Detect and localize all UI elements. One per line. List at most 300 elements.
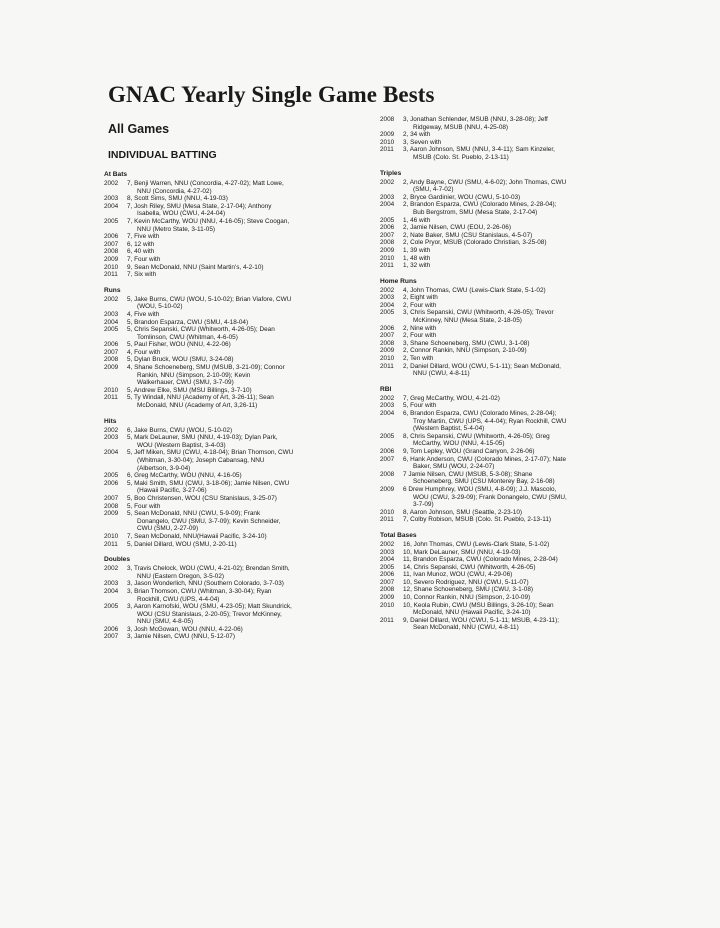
record-entry: [104, 241, 368, 249]
record-entry: [380, 617, 642, 632]
entry-text: [127, 326, 368, 341]
entry-line: (Albertson, 3-9-04): [137, 464, 191, 472]
entry-year: 2003: [104, 195, 119, 203]
entry-year: 2011: [380, 262, 394, 270]
entry-line: 2, Andy Bayne, CWU (SMU, 4-6-02); John Thomas, CWU: [403, 178, 567, 186]
entry-line: 2, Four with: [403, 332, 437, 340]
entry-line: 2, Jamie Nilsen, CWU (EOU, 2-26-06): [403, 224, 511, 232]
entry-line: 11, Ivan Munoz, WOU (CWU, 4-29-06): [403, 571, 513, 579]
entry-text: [127, 180, 368, 195]
record-entry: [104, 541, 368, 549]
record-entry: [104, 633, 368, 641]
entry-line: 3, Jamie Nilsen, CWU (NNU, 5-12-07): [127, 633, 235, 641]
record-entry: [104, 449, 368, 472]
category-heading: Doubles: [104, 556, 131, 564]
record-entry: [104, 434, 368, 449]
entry-line: Isabella, WOU (CWU, 4-24-04): [137, 210, 226, 218]
entry-year: 2008: [380, 116, 395, 123]
entry-line: NNU (Metro State, 3-11-05): [137, 225, 216, 233]
entry-year: 2009: [380, 594, 395, 602]
entry-text: [127, 311, 368, 319]
record-entry: [104, 203, 368, 218]
entry-line: Donangelo, CWU (SMU, 3-7-09); Kevin Schneider,: [137, 517, 281, 525]
entry-year: 2005: [104, 217, 119, 225]
entry-year: 2002: [104, 295, 119, 303]
record-entry: [104, 195, 368, 203]
entry-text: [127, 541, 368, 549]
entry-year: 2002: [104, 565, 119, 573]
record-entry: [380, 232, 642, 240]
record-entry: [104, 319, 368, 327]
entry-line: 5, Boo Christensen, WOU (CSU Stanislaus, 3-25-07): [127, 494, 277, 502]
entry-line: Baker, SMU (WOU, 2-24-07): [413, 463, 495, 471]
record-entry: [104, 326, 368, 341]
entry-text: [403, 556, 642, 564]
entry-line: MSUB (Colo. St. Pueblo, 2-13-11): [413, 153, 509, 161]
entry-text: [127, 248, 368, 256]
record-entry: [380, 355, 642, 363]
entry-line: 10, Mark DeLauner, SMU (NNU, 4-19-03): [403, 548, 521, 556]
entry-line: 1, 32 with: [403, 262, 431, 270]
entry-year: 2010: [380, 254, 395, 262]
entry-text: [403, 355, 642, 363]
record-entry: [380, 201, 642, 216]
record-entry: [380, 516, 642, 524]
entry-year: 2002: [380, 178, 395, 186]
entry-line: 6, Jake Burns, CWU (WOU, 5-10-02): [127, 426, 233, 434]
entry-line: 5, Andrew Elke, SMU (MSU Billings, 3-7-10): [127, 386, 252, 394]
entry-line: 1, 46 with: [403, 216, 431, 224]
entry-line: Rockhill, CWU (UPS, 4-4-04): [137, 595, 220, 603]
category-at-bats: [104, 171, 368, 279]
entry-year: 2002: [380, 394, 395, 402]
category-home-runs: [380, 278, 642, 378]
entry-text: [403, 247, 642, 255]
entry-text: [127, 364, 368, 387]
entry-year: 2004: [104, 449, 119, 457]
entry-text: [127, 580, 368, 588]
entry-year: 2002: [104, 426, 119, 434]
entry-line: 7, Six with: [127, 271, 157, 279]
record-entry: [104, 533, 368, 541]
record-entry: [104, 349, 368, 357]
entry-line: 5, Chris Sepanski, CWU (Whitworth, 4-26-05); Dean: [127, 326, 275, 334]
record-entry: [380, 571, 642, 579]
category-heading: Triples: [380, 169, 402, 177]
entry-text: [403, 579, 642, 587]
entry-text: [127, 195, 368, 203]
entry-line: Walkerhauer, CWU (SMU, 3-7-09): [137, 379, 234, 387]
entry-text: [127, 233, 368, 241]
entry-line: 4, Five with: [127, 310, 160, 318]
entry-year: 2008: [380, 470, 395, 478]
category-hits: [104, 418, 368, 549]
entry-year: 2005: [104, 472, 119, 480]
entry-line: NNU (CWU, 4-8-11): [413, 370, 470, 378]
entry-text: [127, 349, 368, 357]
entry-text: [403, 402, 642, 410]
entry-year: 2007: [104, 494, 119, 502]
entry-year: 2007: [380, 231, 395, 239]
entry-year: 2004: [380, 301, 395, 309]
entry-year: 2003: [380, 548, 395, 556]
entry-line: NNU (Concordia, 4-27-02): [137, 187, 212, 195]
entry-text: [403, 471, 642, 486]
entry-year: 2003: [380, 402, 395, 410]
entry-line: 6, Brandon Esparza, CWU (Colorado Mines, 2-28-04);: [403, 410, 557, 417]
record-entry: [380, 433, 642, 448]
entry-text: [403, 146, 642, 161]
category-heading: Total Bases: [380, 531, 417, 539]
entry-text: [127, 603, 368, 626]
record-entry: [104, 264, 368, 272]
entry-year: 2008: [104, 356, 119, 364]
entry-year: 2004: [104, 202, 119, 210]
entry-year: 2007: [380, 332, 395, 340]
entry-line: 6, Hank Anderson, CWU (Colorado Mines, 2-17-07); Nate: [403, 455, 567, 463]
entry-text: [403, 516, 642, 524]
entry-year: 2002: [380, 540, 395, 548]
entry-year: 2009: [104, 255, 119, 263]
entry-line: 11, Brandon Esparza, CWU (Colorado Mines, 2-28-04): [403, 556, 558, 564]
entry-year: 2008: [380, 339, 395, 347]
left-column-body: [104, 171, 368, 641]
entry-line: 5, Jake Burns, CWU (WOU, 5-10-02); Brian Viafore, CWU: [127, 295, 292, 303]
record-entry: [380, 287, 642, 295]
record-entry: [104, 580, 368, 588]
entry-text: [403, 594, 642, 602]
entry-text: [403, 602, 642, 617]
entry-year: 2005: [104, 326, 119, 334]
entry-year: 2009: [380, 347, 395, 355]
entry-line: 7, Five with: [127, 233, 160, 241]
entry-line: 2, Connor Rankin, NNU (Simpson, 2-10-09): [403, 347, 527, 355]
entry-line: Schoeneberg, SMU (CSU Monterey Bay, 2-16-08): [413, 478, 555, 486]
entry-line: 9, Daniel Dillard, WOU (CWU, 5-1-11; MSUB, 4-23-11);: [403, 616, 560, 624]
record-entry: [380, 471, 642, 486]
record-entry: [380, 332, 642, 340]
record-entry: [380, 602, 642, 617]
entry-line: 7, Kevin McCarthy, WOU (NNU, 4-16-05); Steve Coogan,: [127, 217, 290, 225]
entry-year: 2009: [104, 510, 119, 518]
entry-line: 2, Nate Baker, SMU (CSU Stanislaus, 4-5-07): [403, 231, 533, 239]
entry-text: [127, 480, 368, 495]
entry-year: 2003: [104, 580, 119, 588]
entry-text: [127, 394, 368, 409]
entry-text: [403, 302, 642, 310]
entry-line: 3, Jason Wonderlich, NNU (Southern Colorado, 3-7-03): [127, 580, 284, 588]
entry-line: 6, 40 with: [127, 248, 155, 256]
record-entry: [104, 394, 368, 409]
entry-line: 3, Travis Chelock, WOU (CWU, 4-21-02); Brendan Smith,: [127, 565, 290, 573]
record-entry: [104, 603, 368, 626]
category-triples: [380, 170, 642, 270]
entry-line: Troy Martin, CWU (UPS, 4-4-04); Ryan Rockhill, CWU: [413, 417, 567, 425]
entry-line: 4, John Thomas, CWU (Lewis-Clark State, 5-1-02): [403, 286, 546, 294]
entry-line: NNU (SMU, 4-8-05): [137, 618, 194, 626]
record-entry: [380, 139, 642, 147]
entry-text: [403, 262, 642, 270]
record-entry: [380, 247, 642, 255]
entry-line: 2, Brandon Esparza, CWU (Colorado Mines, 2-28-04);: [403, 201, 557, 209]
entry-text: [127, 503, 368, 511]
entry-line: Ridgeway, MSUB (NNU, 4-25-08): [413, 123, 509, 131]
entry-line: 2, 34 with: [403, 131, 431, 139]
record-entry: [104, 311, 368, 319]
entry-line: (Whitman, 3-30-04); Joseph Cabansag, NNU: [137, 457, 265, 464]
entry-text: [127, 271, 368, 279]
entry-year: 2004: [104, 318, 119, 326]
entry-year: 2011: [380, 516, 394, 524]
page-title: GNAC Yearly Single Game Bests: [108, 82, 435, 107]
entry-line: 5, Sean McDonald, NNU (CWU, 5-9-09); Frank: [127, 510, 261, 518]
entry-line: 7, Benji Warren, NNU (Concordia, 4-27-02); Matt Lowe,: [127, 180, 284, 187]
entry-line: 12, Shane Schoeneberg, SMU (CWU, 3-1-08): [403, 586, 534, 594]
entry-year: 2003: [380, 294, 395, 302]
entry-line: 10, Severo Rodriguez, NNU (CWU, 5-11-07): [403, 578, 529, 586]
entry-text: [127, 256, 368, 264]
record-entry: [104, 180, 368, 195]
entry-year: 2011: [104, 271, 118, 279]
entry-year: 2009: [380, 246, 395, 254]
entry-text: [403, 549, 642, 557]
record-entry: [104, 218, 368, 233]
entry-text: [127, 495, 368, 503]
entry-line: 6 Drew Humphrey, WOU (SMU, 4-8-09); J.J. Mascolo,: [403, 485, 557, 493]
right-column-body: [380, 116, 642, 632]
entry-line: (Hawaii Pacific, 3-27-06): [137, 487, 207, 495]
entry-line: 8, Chris Sepanski, CWU (Whitworth, 4-26-05); Greg: [403, 432, 550, 440]
record-entry: [104, 233, 368, 241]
entry-line: 10, Keola Rubin, CWU (MSU Billings, 3-26-10); Sean: [403, 601, 554, 609]
entry-line: 4, Four with: [127, 348, 161, 356]
entry-text: [403, 131, 642, 139]
entry-year: 2009: [380, 485, 395, 493]
entry-text: [403, 433, 642, 448]
record-entry: [380, 402, 642, 410]
entry-year: 2008: [104, 502, 119, 510]
entry-line: McCarthy, WOU (NNU, 4-15-05): [413, 440, 505, 448]
entry-year: 2011: [104, 540, 118, 548]
entry-text: [403, 232, 642, 240]
left-column: [104, 145, 368, 649]
category-heading: RBI: [380, 385, 392, 393]
entry-text: [403, 224, 642, 232]
entry-line: 5, Ty Windall, NNU (Academy of Art, 3-26-11); Sean: [127, 394, 274, 402]
record-entry: [104, 565, 368, 580]
entry-line: 3, Chris Sepanski, CWU (Whitworth, 4-26-05); Trevor: [403, 309, 554, 317]
entry-text: [403, 410, 642, 433]
entry-line: 1, 39 with: [403, 246, 431, 254]
record-entry: [380, 456, 642, 471]
entry-year: 2002: [380, 286, 395, 294]
entry-line: WOU (Western Baptist, 3-4-03): [137, 441, 226, 449]
entry-text: [127, 203, 368, 218]
entry-line: 2, Bryce Gardinier, WOU (CWU, 5-10-03): [403, 193, 521, 201]
entry-text: [127, 241, 368, 249]
entry-text: [403, 509, 642, 517]
record-entry: [380, 302, 642, 310]
entry-line: 5, Paul Fisher, WOU (NNU, 4-22-06): [127, 341, 231, 349]
entry-text: [127, 387, 368, 395]
entry-text: [127, 341, 368, 349]
record-entry: [104, 427, 368, 435]
entry-year: 2009: [104, 364, 119, 372]
record-entry: [380, 262, 642, 270]
entry-text: [403, 486, 642, 509]
page-subtitle: All Games: [108, 122, 170, 136]
record-entry: [380, 541, 642, 549]
entry-text: [403, 395, 642, 403]
entry-line: 5, Maki Smith, SMU (CWU, 3-18-06); Jamie Nilsen, CWU: [127, 479, 290, 487]
entry-year: 2005: [380, 309, 395, 317]
record-entry: [104, 480, 368, 495]
entry-line: 3, Seven with: [403, 138, 442, 146]
category-rbi: [380, 386, 642, 524]
category-continued: [380, 116, 642, 162]
entry-text: [403, 347, 642, 355]
record-entry: [380, 579, 642, 587]
record-entry: [104, 472, 368, 480]
entry-year: 2003: [104, 434, 119, 442]
entry-line: 7, Greg McCarthy, WOU, 4-21-02): [403, 394, 500, 402]
right-column: [380, 116, 642, 640]
category-heading: At Bats: [104, 171, 128, 178]
entry-line: McKinney, NNU (Mesa State, 2-18-05): [413, 317, 522, 325]
entry-text: [127, 449, 368, 472]
entry-year: 2007: [380, 455, 395, 463]
record-entry: [104, 364, 368, 387]
entry-year: 2002: [104, 180, 119, 187]
entry-line: WOU (CSU Stanislaus, 2-20-05); Trevor McKinney,: [137, 610, 282, 618]
entry-line: 7 Jamie Nilsen, CWU (MSUB, 5-3-08); Shane: [403, 470, 533, 478]
record-entry: [380, 217, 642, 225]
entry-year: 2011: [380, 616, 394, 624]
entry-line: 2, Nine with: [403, 324, 437, 332]
entry-text: [127, 633, 368, 641]
entry-line: 16, John Thomas, CWU (Lewis-Clark State, 5-1-02): [403, 540, 550, 548]
entry-text: [403, 325, 642, 333]
entry-text: [403, 294, 642, 302]
entry-text: [403, 363, 642, 378]
record-entry: [380, 363, 642, 378]
entry-line: Bub Bergstrom, SMU (Mesa State, 2-17-04): [413, 208, 538, 216]
entry-year: 2009: [380, 131, 395, 139]
entry-text: [403, 309, 642, 324]
record-entry: [380, 325, 642, 333]
record-entry: [380, 179, 642, 194]
entry-line: 9, Sean McDonald, NNU (Saint Martin's, 4-2-10): [127, 263, 264, 271]
entry-text: [403, 194, 642, 202]
record-entry: [380, 486, 642, 509]
entry-year: 2010: [380, 508, 395, 516]
record-entry: [380, 564, 642, 572]
record-entry: [104, 495, 368, 503]
entry-year: 2003: [104, 310, 119, 318]
entry-line: 2, Daniel Dillard, WOU (CWU, 5-1-11); Sean McDonald,: [403, 362, 561, 370]
entry-text: [403, 586, 642, 594]
entry-year: 2007: [104, 240, 119, 248]
record-entry: [380, 224, 642, 232]
entry-line: 5, Four with: [403, 402, 437, 410]
category-heading: Hits: [104, 417, 117, 425]
entry-text: [127, 296, 368, 311]
entry-year: 2008: [104, 248, 119, 256]
entry-year: 2005: [380, 216, 395, 224]
entry-line: 1, 48 with: [403, 254, 431, 262]
entry-line: 5, Dylan Bruck, WOU (SMU, 3-24-08): [127, 356, 234, 364]
entry-line: NNU (Eastern Oregon, 3-5-02): [137, 572, 225, 580]
entry-text: [403, 217, 642, 225]
entry-text: [403, 332, 642, 340]
entry-line: McDonald, NNU (Academy of Art, 3,26-11): [137, 402, 258, 410]
entry-year: 2004: [380, 410, 395, 417]
entry-text: [403, 201, 642, 216]
entry-line: CWU (SMU, 2-27-09): [137, 525, 199, 533]
entry-line: 10, Connor Rankin, NNU (Simpson, 2-10-09): [403, 594, 531, 602]
record-entry: [380, 255, 642, 263]
entry-text: [403, 255, 642, 263]
entry-line: Rankin, NNU (Simpson, 2-10-09); Kevin: [137, 371, 251, 379]
record-entry: [104, 271, 368, 279]
record-entry: [380, 448, 642, 456]
entry-year: 2006: [380, 571, 395, 579]
record-entry: [380, 146, 642, 161]
entry-line: 2, Four with: [403, 301, 437, 309]
entry-line: (SMU, 4-7-02): [413, 186, 454, 194]
entry-text: [127, 472, 368, 480]
record-entry: [380, 395, 642, 403]
record-entry: [104, 256, 368, 264]
entry-year: 2005: [104, 603, 119, 611]
entry-year: 2008: [380, 239, 395, 247]
entry-text: [403, 179, 642, 194]
entry-line: 9, Tom Lepley, WOU (Grand Canyon, 2-26-06): [403, 447, 535, 455]
category-heading: Runs: [104, 286, 121, 294]
entry-line: 7, Josh Riley, SMU (Mesa State, 2-17-04); Anthony: [127, 202, 272, 210]
entry-line: 3, Josh McGowan, WOU (NNU, 4-22-06): [127, 625, 243, 633]
entry-line: 5, Brandon Esparza, CWU (SMU, 4-18-04): [127, 318, 249, 326]
entry-year: 2006: [104, 625, 119, 633]
entry-text: [127, 218, 368, 233]
entry-year: 2010: [380, 601, 395, 609]
entry-line: Sean McDonald, NNU (CWU, 4-8-11): [413, 624, 519, 632]
entry-year: 2003: [380, 193, 395, 201]
entry-line: 6, Greg McCarthy, WOU (NNU, 4-16-05): [127, 472, 242, 480]
entry-year: 2006: [380, 447, 395, 455]
entry-line: 8, Scott Sims, SMU (NNU, 4-19-03): [127, 195, 228, 203]
record-entry: [380, 347, 642, 355]
record-entry: [104, 588, 368, 603]
entry-year: 2004: [380, 556, 395, 564]
entry-line: WOU (CWU, 3-29-09); Frank Donangelo, CWU (SMU,: [413, 493, 567, 501]
record-entry: [104, 503, 368, 511]
entry-year: 2007: [380, 578, 395, 586]
entry-line: (Western Baptist, 5-4-04): [413, 425, 485, 433]
entry-line: 3-7-09): [413, 501, 434, 509]
entry-line: 5, Jeff Miken, SMU (CWU, 4-18-04); Brian Thomson, CWU: [127, 449, 294, 457]
record-entry: [104, 387, 368, 395]
record-entry: [380, 294, 642, 302]
entry-year: 2004: [380, 201, 395, 209]
entry-line: 3, Aaron Karnofski, WOU (SMU, 4-23-05); Matt Skundrick,: [127, 603, 292, 611]
entry-line: 8, Aaron Johnson, SMU (Seattle, 2-23-10): [403, 508, 523, 516]
entry-year: 2006: [104, 233, 119, 241]
entry-text: [403, 448, 642, 456]
entry-line: Tomlinson, CWU (Whitman, 4-6-05): [137, 333, 238, 341]
entry-year: 2006: [380, 324, 395, 332]
record-entry: [380, 340, 642, 348]
